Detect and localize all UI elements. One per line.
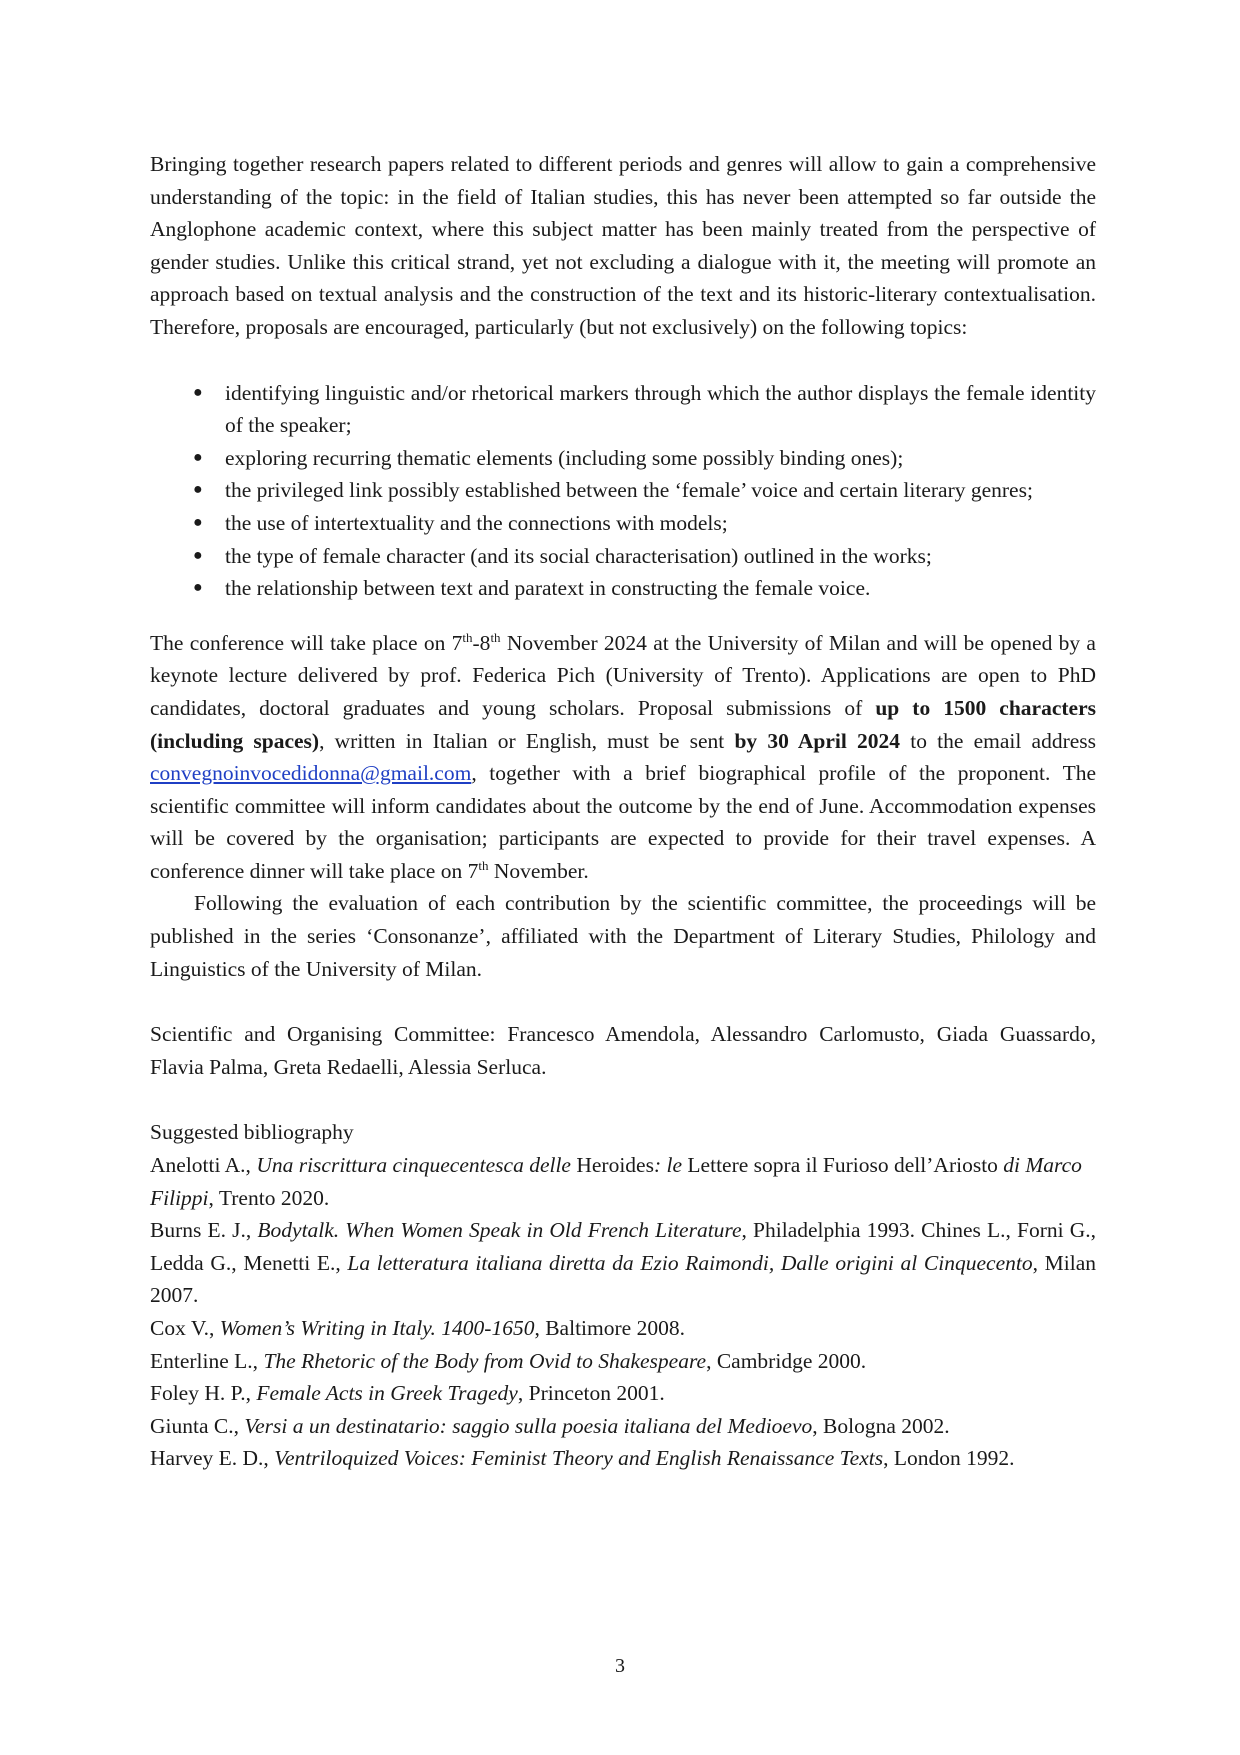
deadline-text: by 30 April 2024 — [734, 728, 901, 753]
text-run: , Milan 2007. — [150, 1250, 1096, 1308]
text-run: , Trento 2020. — [208, 1185, 330, 1210]
italic-text: La letteratura italiana diretta da Ezio Raimondi, Dalle origini al Cinquecento — [347, 1250, 1033, 1275]
page-number: 3 — [615, 1655, 625, 1677]
text-run: Anelotti A., — [150, 1153, 257, 1178]
list-item — [150, 474, 1096, 507]
text-run: Cox V., — [150, 1316, 220, 1340]
document-page — [150, 148, 1096, 1475]
bullet-icon: ● — [193, 481, 203, 499]
text-run: Enterline L., — [150, 1348, 264, 1373]
list-item-text: the relationship between text and paratext in constructing the female voice. — [225, 576, 871, 601]
bibliography-entry — [150, 1345, 1096, 1378]
italic-text: : le — [653, 1153, 688, 1178]
email-link[interactable]: convegnoinvocedidonna@gmail.com — [150, 761, 472, 786]
text-run: -8 — [472, 630, 491, 655]
superscript: th — [462, 629, 473, 645]
text-run: to the email address — [900, 728, 1097, 753]
text-run: , together with a brief biographical profile of the proponent. The scientific committee will inform candidates about the outcome by the end of June. Accommodation expenses will be covered by the organisation; participants are expected to provide for their travel expenses. A conference dinner will take place on 7 — [150, 761, 1096, 883]
bold-text: up to 1500 characters (including spaces) — [150, 695, 1096, 753]
conference-paragraph — [150, 627, 1096, 888]
text-run: , Baltimore 2008. — [534, 1316, 685, 1340]
list-item — [150, 377, 1096, 442]
list-item — [150, 442, 1096, 475]
superscript: th — [478, 857, 489, 873]
intro-paragraph: Bringing together research papers related to different periods and genres will allow to gain a comprehensive understanding of the topic: in the field of Italian studies, this has never been attempted so far outside the Anglophone academic context, where this subject matter has been mainly treated from the perspective of gender studies. Unlike this critical strand, yet not excluding a dialogue with it, the meeting will promote an approach based on textual analysis and the construction of the text and its historic-literary contextualisation. Therefore, proposals are encouraged, particularly (but not exclusively) on the following topics: — [150, 152, 1096, 339]
text-run: Lettere sopra il Furioso dell’Ariosto — [687, 1153, 998, 1178]
text-run: Heroides — [576, 1153, 654, 1178]
text-run: The conference will take place on 7 — [150, 630, 463, 655]
topics-list — [150, 377, 1096, 605]
italic-text: The Rhetoric of the Body from Ovid to Shakespeare — [263, 1348, 707, 1373]
text-run: Burns E. J., — [150, 1218, 258, 1243]
committee-paragraph: Scientific and Organising Committee: Francesco Amendola, Alessandro Carlomusto, Giada Guassardo, Flavia Palma, Greta Redaelli, Alessia Serluca. — [150, 1022, 1096, 1079]
list-item-text: the use of intertextuality and the connections with models; — [225, 510, 728, 535]
list-item — [150, 540, 1096, 573]
italic-text: Una riscrittura cinquecentesca delle — [256, 1153, 577, 1178]
text-run: , Philadelphia 1993. Chines L., Forni G., Ledda G., Menetti E., — [150, 1218, 1097, 1275]
list-item-text: exploring recurring thematic elements (including some possibly binding ones); — [225, 445, 904, 470]
italic-text: Female Acts in Greek Tragedy — [256, 1381, 518, 1406]
italic-text: di Marco Filippi — [150, 1153, 1082, 1210]
bibliography-entry — [150, 1410, 1096, 1443]
superscript: th — [490, 629, 501, 645]
bibliography — [150, 1116, 1096, 1475]
text-run: , London 1992. — [883, 1446, 1015, 1471]
list-item-text: the privileged link possibly established between the ‘female’ voice and certain literary genres; — [225, 478, 1033, 503]
list-item — [150, 572, 1096, 605]
proceedings-paragraph: Following the evaluation of each contribution by the scientific committee, the proceedings will be published in the series ‘Consonanze’, affiliated with the Department of Literary Studies, Philology and Linguistics of the University of Milan. — [150, 891, 1096, 981]
list-item — [150, 507, 1096, 540]
text-run: Harvey E. D., — [150, 1446, 275, 1471]
italic-text: Women’s Writing in Italy. 1400-1650 — [219, 1316, 535, 1340]
bullet-icon: ● — [193, 546, 203, 564]
bullet-icon: ● — [193, 579, 203, 597]
text-run: , written in Italian or English, must be sent — [319, 728, 735, 753]
list-item-text: identifying linguistic and/or rhetorical markers through which the author displays the female identity of the speaker; — [225, 380, 1096, 438]
text-run: Foley H. P., — [150, 1381, 257, 1406]
list-item-text: the type of female character (and its social characterisation) outlined in the works; — [225, 543, 932, 568]
italic-text: Versi a un destinatario: saggio sulla poesia italiana del Medioevo — [244, 1413, 813, 1438]
italic-text: Bodytalk. When Women Speak in Old French Literature — [257, 1218, 742, 1243]
bibliography-heading: Suggested bibliography — [150, 1120, 354, 1145]
text-run: Giunta C., — [150, 1413, 245, 1438]
text-run: November 2024 at the University of Milan and will be opened by a keynote lecture delivered by prof. Federica Pich (University of Trento). Applications are open to PhD candidates, doctoral graduates and young scholars. Proposal submissions of — [150, 630, 1096, 720]
italic-text: Ventriloquized Voices: Feminist Theory and English Renaissance Texts — [274, 1446, 884, 1471]
bullet-icon: ● — [193, 383, 203, 401]
bibliography-entry — [150, 1377, 1096, 1410]
bullet-icon: ● — [193, 513, 203, 531]
text-run: , Princeton 2001. — [517, 1381, 665, 1406]
bibliography-entry — [150, 1442, 1096, 1475]
bibliography-entry — [150, 1149, 1096, 1214]
bibliography-entry — [150, 1214, 1096, 1312]
bullet-icon: ● — [193, 448, 203, 466]
text-run: , Bologna 2002. — [812, 1413, 950, 1438]
text-run: November. — [488, 858, 589, 883]
bibliography-entry — [150, 1312, 1096, 1345]
text-run: , Cambridge 2000. — [706, 1348, 867, 1373]
